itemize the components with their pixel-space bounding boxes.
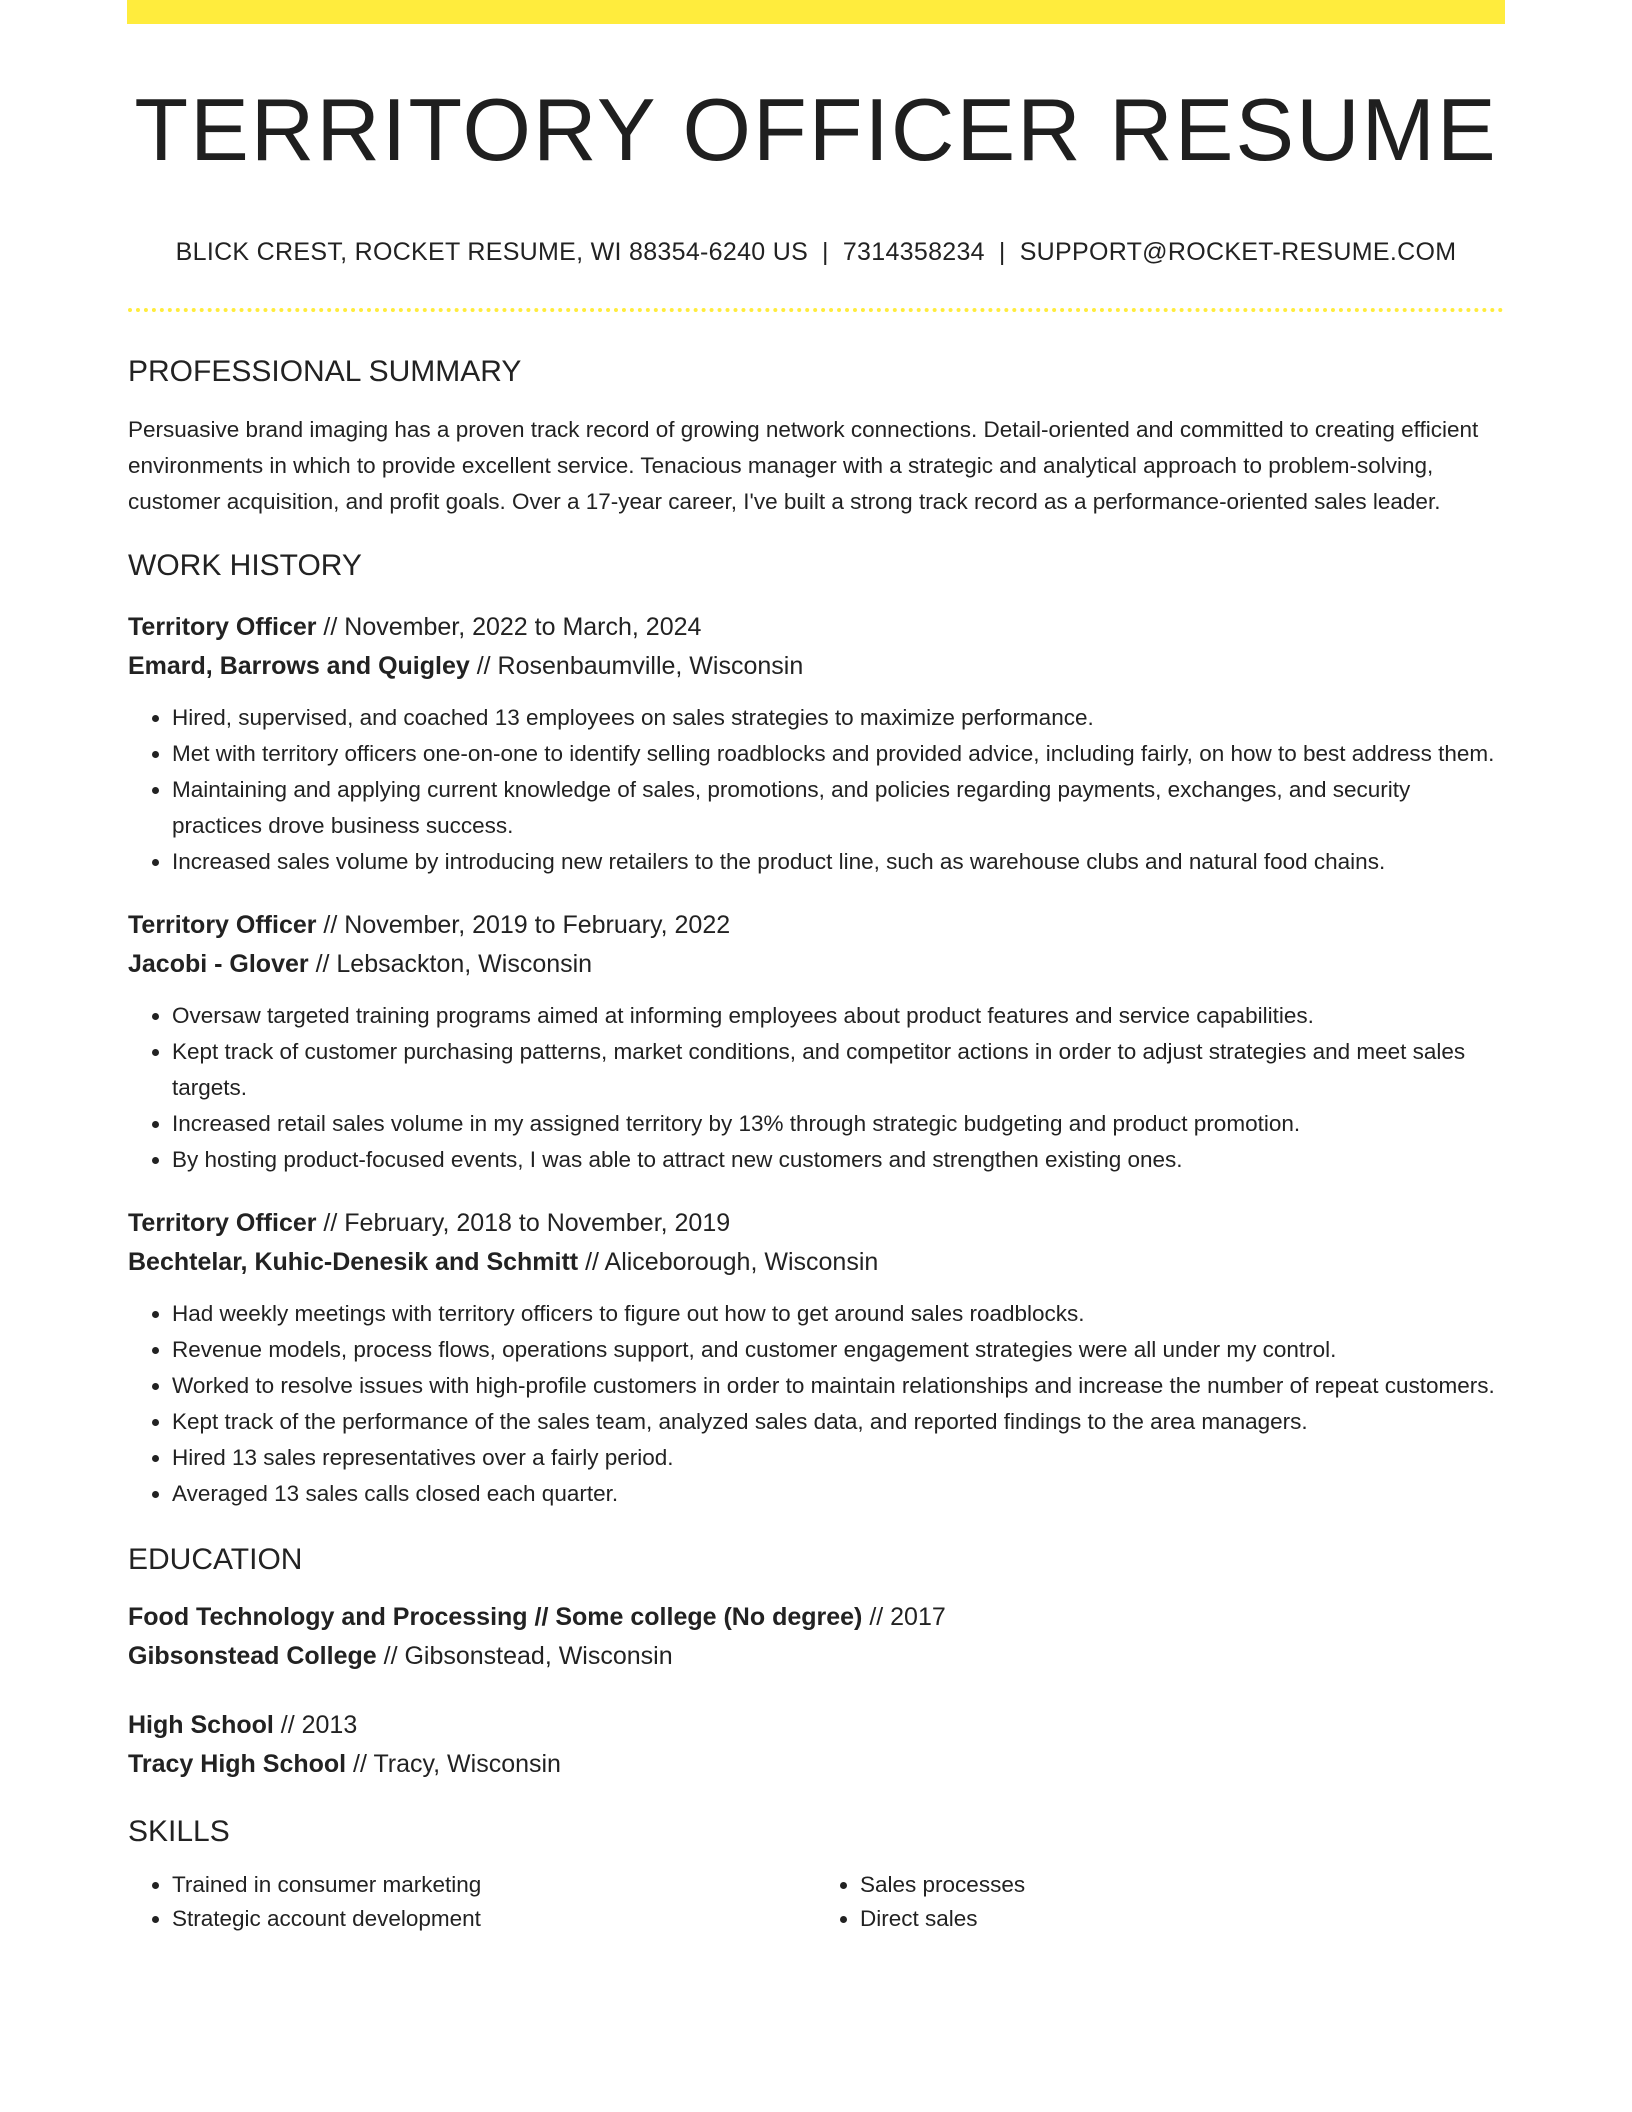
skills-column-left	[128, 1868, 816, 1936]
education-entry	[128, 1706, 1504, 1784]
dotted-divider	[128, 308, 1504, 312]
work-history-list	[128, 608, 1504, 1512]
job-bullet: • Averaged 13 sales calls closed each quarter.	[172, 1476, 1504, 1512]
job-title-line	[128, 906, 1504, 945]
contact-separator: |	[822, 238, 829, 266]
job-bullet: • Worked to resolve issues with high-profile customers in order to maintain relationships and increase the number of repeat customers.	[172, 1368, 1504, 1404]
job-title-line	[128, 1204, 1504, 1243]
education-degree-line	[128, 1598, 1504, 1637]
job-bullets	[128, 700, 1504, 880]
contact-phone: 7314358234	[842, 238, 985, 266]
contact-email: SUPPORT@ROCKET-RESUME.COM	[1019, 238, 1457, 266]
skill-item: • Trained in consumer marketing	[172, 1868, 816, 1902]
resume-title: TERRITORY OFFICER RESUME	[134, 80, 1498, 179]
job-bullet: • Hired 13 sales representatives over a fairly period.	[172, 1440, 1504, 1476]
job-location: // Lebsackton, Wisconsin	[308, 950, 593, 978]
job-bullet: • Increased sales volume by introducing new retailers to the product line, such as warehouse clubs and natural food chains.	[172, 844, 1504, 880]
job-company: Bechtelar, Kuhic-Denesik and Schmitt	[128, 1248, 579, 1276]
education-entry	[128, 1598, 1504, 1676]
skills-grid	[128, 1868, 1504, 1936]
contact-line	[128, 236, 1504, 268]
summary-text: Persuasive brand imaging has a proven track record of growing network connections. Detail-oriented and committed to creating efficient environments in which to provide excellent service. Tenacious manager with a strategic and analytical approach to problem-solving, customer acquisition, and profit goals. Over a 17-year career, I've built a strong track record as a performance-oriented sales leader.	[128, 417, 1479, 514]
job-company: Jacobi - Glover	[128, 950, 309, 978]
job-dates: // November, 2022 to March, 2024	[316, 613, 702, 641]
job-company-line	[128, 647, 1504, 686]
job-entry	[128, 608, 1504, 880]
job-bullets	[128, 998, 1504, 1178]
job-bullet: • Maintaining and applying current knowledge of sales, promotions, and policies regarding payments, exchanges, and security practices drove business success.	[172, 772, 1504, 844]
job-bullet: • Increased retail sales volume in my assigned territory by 13% through strategic budgeting and product promotion.	[172, 1106, 1504, 1142]
job-title: Territory Officer	[128, 1209, 317, 1237]
job-title: Territory Officer	[128, 911, 317, 939]
skills-heading: SKILLS	[128, 1815, 230, 1848]
skill-item: • Strategic account development	[172, 1902, 816, 1936]
job-location: // Rosenbaumville, Wisconsin	[469, 652, 804, 680]
job-entry	[128, 1204, 1504, 1512]
job-bullet: • Hired, supervised, and coached 13 employees on sales strategies to maximize performance.	[172, 700, 1504, 736]
education-location: // Tracy, Wisconsin	[346, 1750, 561, 1778]
skill-item: • Direct sales	[860, 1902, 1504, 1936]
job-bullet: • Kept track of customer purchasing patterns, market conditions, and competitor actions in order to adjust strategies and meet sales targets.	[172, 1034, 1504, 1106]
education-school: Tracy High School	[128, 1750, 347, 1778]
job-dates: // November, 2019 to February, 2022	[316, 911, 731, 939]
skills-column-right	[816, 1868, 1504, 1936]
education-degree: Food Technology and Processing // Some college (No degree)	[128, 1603, 863, 1631]
education-school-line	[128, 1745, 1504, 1784]
job-company-line	[128, 945, 1504, 984]
job-bullet: • Kept track of the performance of the sales team, analyzed sales data, and reported findings to the area managers.	[172, 1404, 1504, 1440]
job-dates: // February, 2018 to November, 2019	[316, 1209, 731, 1237]
contact-separator: |	[998, 238, 1006, 266]
resume-content	[128, 0, 1504, 1936]
job-bullet: • Had weekly meetings with territory officers to figure out how to get around sales roadblocks.	[172, 1296, 1504, 1332]
job-company-line	[128, 1243, 1504, 1282]
job-bullet: • Met with territory officers one-on-one to identify selling roadblocks and provided advice, including fairly, on how to best address them.	[172, 736, 1504, 772]
job-title-line	[128, 608, 1504, 647]
job-bullet: • By hosting product-focused events, I was able to attract new customers and strengthen existing ones.	[172, 1142, 1504, 1178]
education-degree-line	[128, 1706, 1504, 1745]
job-title: Territory Officer	[128, 613, 317, 641]
job-entry	[128, 906, 1504, 1178]
job-location: // Aliceborough, Wisconsin	[578, 1248, 879, 1276]
job-bullets	[128, 1296, 1504, 1512]
education-school-line	[128, 1637, 1504, 1676]
job-bullet: • Oversaw targeted training programs aimed at informing employees about product features and service capabilities.	[172, 998, 1504, 1034]
education-school: Gibsonstead College	[128, 1642, 377, 1670]
job-bullet: • Revenue models, process flows, operations support, and customer engagement strategies were all under my control.	[172, 1332, 1504, 1368]
skill-item: • Sales processes	[860, 1868, 1504, 1902]
education-heading: EDUCATION	[128, 1543, 303, 1576]
summary-heading: PROFESSIONAL SUMMARY	[128, 355, 522, 388]
education-year: // 2017	[862, 1603, 946, 1631]
education-location: // Gibsonstead, Wisconsin	[376, 1642, 673, 1670]
work-history-heading: WORK HISTORY	[128, 549, 362, 582]
job-company: Emard, Barrows and Quigley	[128, 652, 470, 680]
contact-address: BLICK CREST, ROCKET RESUME, WI 88354-6240 US	[175, 238, 809, 266]
education-degree: High School	[128, 1711, 274, 1739]
education-year: // 2013	[273, 1711, 358, 1739]
